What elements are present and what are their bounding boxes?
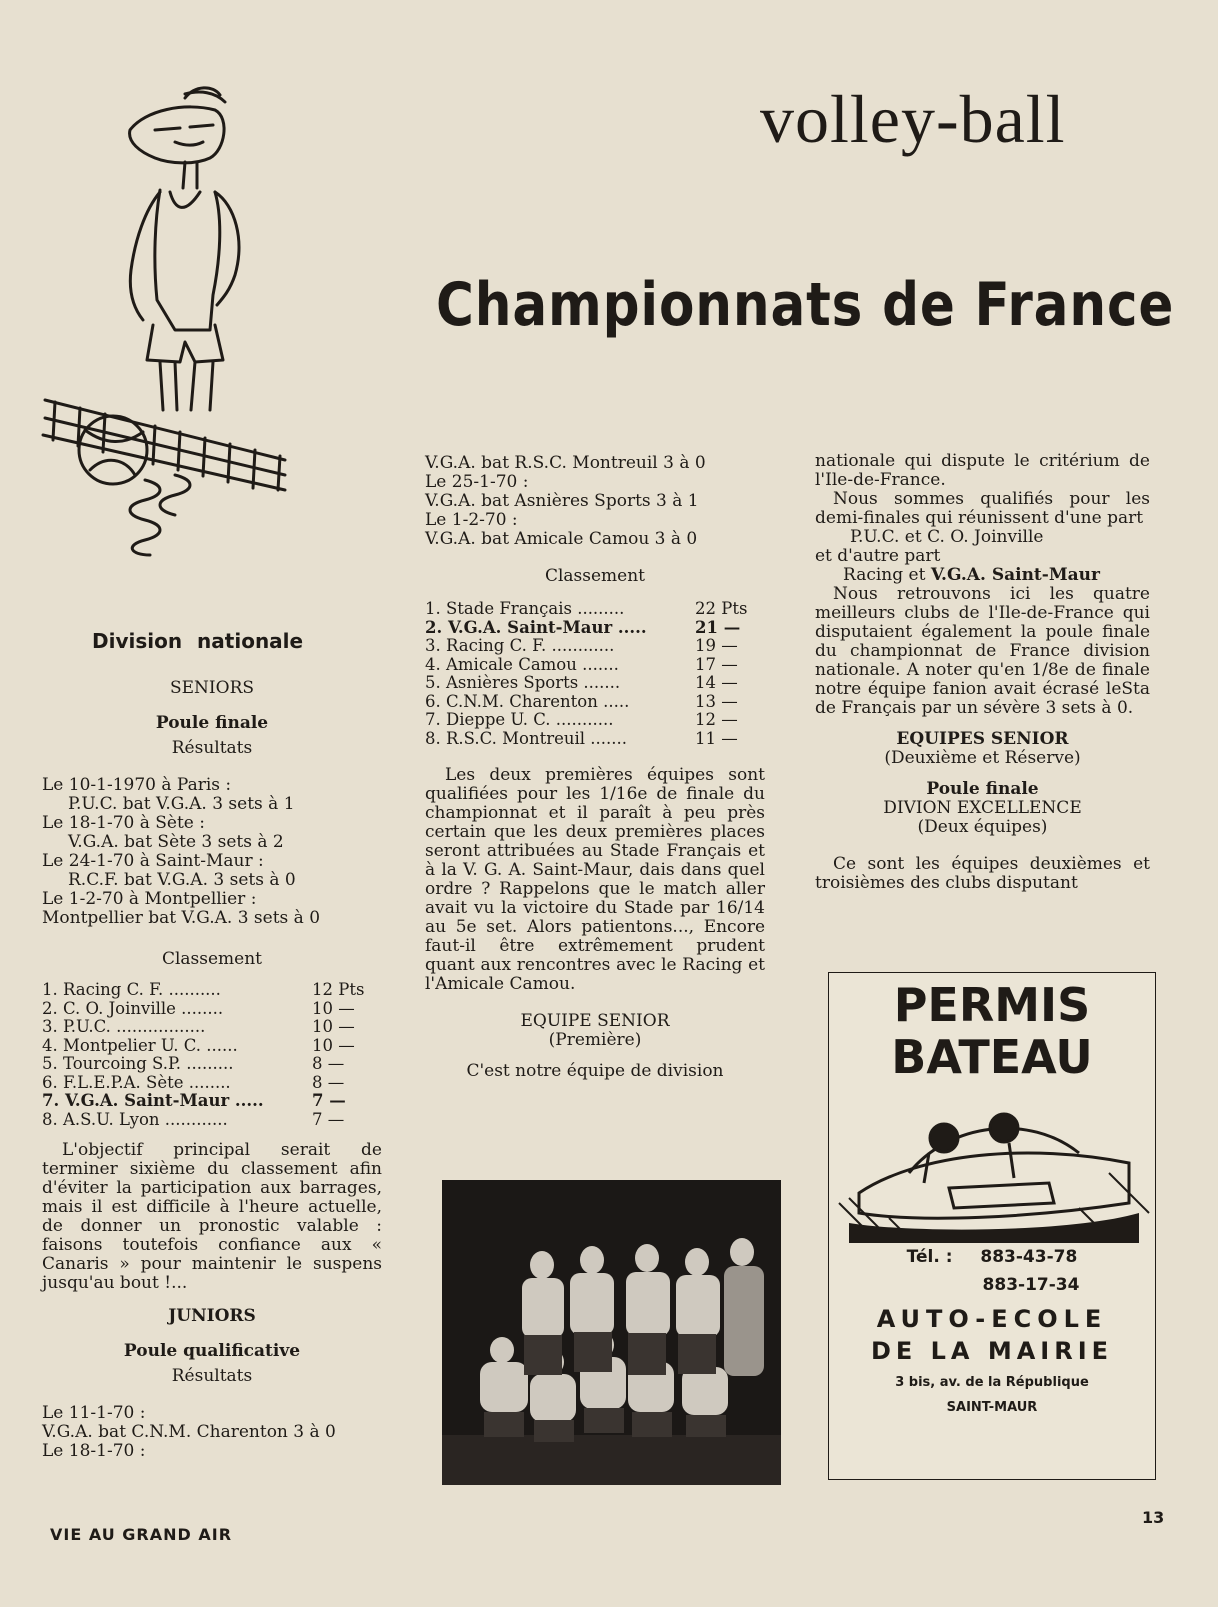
team-name: 8. A.S.U. Lyon ............ [42, 1110, 228, 1129]
classement-heading: Classement [161, 949, 263, 969]
ad-school-2: DE LA MAIRIE [870, 1337, 1114, 1365]
paragraph-2: Nous sommes qualifiés pour les demi-finales qui réunissent d'une part [815, 489, 1150, 528]
volleyball-player-illustration [35, 80, 295, 570]
result-line: V.G.A. bat Sète 3 sets à 2 [68, 832, 284, 852]
team-points: 10 — [312, 998, 355, 1018]
deux-equipes-label: (Deux équipes) [917, 817, 1048, 837]
team-name: 5. Tourcoing S.P. ......... [42, 1055, 234, 1073]
ranking-row [425, 711, 765, 730]
team-points: 22 Pts [695, 599, 748, 618]
team-name: 8. R.S.C. Montreuil ....... [425, 729, 628, 748]
ranking-row [42, 981, 382, 1000]
paragraph-3: Nous retrouvons ici les quatre meilleurs clubs de l'Ile-de-France qui disputaient également la poule finale du championnat de France division nationale. A noter qu'en 1/8e de finale notre équipe fanion avait écrasé leSta de Français par un sévère 3 sets à 0. [815, 584, 1150, 718]
column-3 [815, 452, 1150, 893]
seniors-heading: SENIORS [169, 678, 255, 698]
results-list [425, 454, 765, 549]
result-line: Le 1-2-70 : [425, 510, 518, 530]
ad-tel-2: 883-17-34 [982, 1275, 1080, 1295]
result-line: P.U.C. bat V.G.A. 3 sets à 1 [68, 794, 295, 814]
result-line: Le 18-1-70 à Sète : [42, 813, 205, 833]
resultats-heading-2: Résultats [171, 1366, 253, 1386]
team-name: 4. Montpelier U. C. ...... [42, 1036, 238, 1055]
ranking-row [425, 619, 765, 638]
division-label: DIVION EXCELLENCE [883, 798, 1082, 818]
ad-school-1: AUTO-ECOLE [876, 1305, 1108, 1333]
result-line: V.G.A. bat Asnières Sports 3 à 1 [425, 491, 699, 511]
ad-title-line-1: PERMIS [893, 978, 1091, 1032]
ad-tel-1: 883-43-78 [980, 1247, 1078, 1267]
poule-finale-heading: Poule finale [926, 779, 1039, 799]
ranking-row [425, 656, 765, 675]
ranking-row [42, 1037, 382, 1056]
team-points: 12 Pts [312, 980, 365, 999]
team-name: 7. Dieppe U. C. ........... [425, 711, 614, 729]
team-points: 8 — [312, 1072, 345, 1092]
ranking-row [425, 674, 765, 693]
page-title: Championnats de France [436, 270, 1175, 340]
poule-qualificative-heading: Poule qualificative [123, 1341, 301, 1361]
paragraph-1: nationale qui dispute le critérium de l'Ile-de-France. [815, 451, 1150, 490]
result-line: Le 11-1-70 : [42, 1403, 146, 1423]
column-2 [425, 454, 765, 1081]
ranking-row [425, 600, 765, 619]
result-line: V.G.A. bat Amicale Camou 3 à 0 [425, 529, 698, 549]
team-points: 19 — [695, 636, 738, 655]
line-autre: et d'autre part [815, 546, 941, 566]
result-line: V.G.A. bat R.S.C. Montreuil 3 à 0 [425, 453, 706, 473]
paragraph-end: C'est notre équipe de division [466, 1061, 724, 1081]
team-name: 6. F.L.E.P.A. Sète ........ [42, 1073, 231, 1092]
team-points: 10 — [312, 1035, 355, 1055]
ranking-row [42, 1018, 382, 1037]
racing-label: Racing et [843, 565, 931, 585]
team-points: 10 — [312, 1017, 355, 1036]
team-photo-image [442, 1180, 781, 1485]
ranking-row [425, 730, 765, 749]
ad-address: 3 bis, av. de la République [895, 1375, 1089, 1390]
ad-tel-label: Tél. : [906, 1247, 953, 1267]
team-name: 7. V.G.A. Saint-Maur ..... [42, 1092, 264, 1110]
paragraph-4: Ce sont les équipes deuxièmes et troisièmes des clubs disputant [815, 854, 1150, 893]
result-line: Le 24-1-70 à Saint-Maur : [42, 851, 264, 871]
team-name: 3. Racing C. F. ............ [425, 637, 615, 655]
ranking-row [42, 1000, 382, 1019]
section-title: volley-ball [760, 81, 1066, 157]
team-points: 11 — [695, 728, 738, 748]
equipe-senior-heading: EQUIPE SENIOR [520, 1011, 670, 1031]
ranking-table [42, 981, 382, 1129]
line-racing [815, 566, 1150, 585]
team-name: 5. Asnières Sports ....... [425, 674, 621, 692]
team-name: 6. C.N.M. Charenton ..... [425, 692, 630, 711]
result-line: Le 18-1-70 : [42, 1441, 146, 1461]
juniors-heading: JUNIORS [168, 1306, 256, 1326]
results-list-2 [42, 1404, 382, 1461]
page-number: 13 [1142, 1508, 1165, 1527]
ad-city: SAINT-MAUR [946, 1400, 1038, 1415]
line-puc: P.U.C. et C. O. Joinville [850, 527, 1044, 547]
ranking-row [42, 1092, 382, 1111]
team-points: 17 — [695, 654, 738, 674]
magazine-name: VIE AU GRAND AIR [50, 1525, 233, 1544]
team-photo [442, 1180, 781, 1485]
team-points: 13 — [695, 691, 738, 711]
ad-title-line-2: BATEAU [891, 1030, 1093, 1084]
result-line: Le 25-1-70 : [425, 472, 529, 492]
team-name: 4. Amicale Camou ....... [425, 655, 619, 674]
division-heading: Division nationale [92, 629, 304, 653]
speedboat-illustration [829, 1083, 1155, 1243]
equipes-senior-heading: EQUIPES SENIOR [896, 729, 1069, 749]
deuxieme-label: (Deuxième et Réserve) [884, 748, 1081, 768]
team-points: 14 — [695, 673, 738, 692]
result-line: V.G.A. bat C.N.M. Charenton 3 à 0 [42, 1422, 336, 1442]
team-name: 1. Stade Français ......... [425, 600, 625, 618]
team-name: 2. V.G.A. Saint-Maur ..... [425, 618, 647, 637]
ranking-row [42, 1055, 382, 1074]
team-points: 12 — [695, 710, 738, 729]
vga-label: V.G.A. Saint-Maur [930, 565, 1100, 585]
result-line: R.C.F. bat V.G.A. 3 sets à 0 [68, 870, 296, 890]
resultats-heading: Résultats [171, 738, 253, 758]
team-points: 21 — [695, 617, 741, 637]
team-name: 2. C. O. Joinville ........ [42, 999, 224, 1018]
result-line: Le 1-2-70 à Montpellier : [42, 889, 257, 909]
team-points: 8 — [312, 1054, 345, 1073]
ranking-table [425, 600, 765, 748]
results-list [42, 776, 382, 928]
ranking-row [42, 1111, 382, 1130]
advertisement-box [828, 972, 1156, 1480]
team-points: 7 — [312, 1091, 346, 1110]
team-name: 1. Racing C. F. .......... [42, 981, 221, 999]
result-line: Montpellier bat V.G.A. 3 sets à 0 [42, 908, 321, 928]
ad-phone-1 [829, 1247, 1155, 1267]
classement-heading: Classement [544, 566, 646, 586]
ranking-row [42, 1074, 382, 1093]
paragraph: L'objectif principal serait de terminer sixième du classement afin d'éviter la participation aux barrages, mais il est difficile à l'heure actuelle, de donner un pronostic valable : faisons toutefois confiance aux « Canaris » pour maintenir le suspens jusqu'au bout !... [42, 1140, 382, 1293]
team-name: 3. P.U.C. ................. [42, 1018, 206, 1036]
column-1 [42, 629, 382, 1461]
team-points: 7 — [312, 1109, 345, 1129]
ranking-row [425, 693, 765, 712]
ranking-row [425, 637, 765, 656]
paragraph: Les deux premières équipes sont qualifiées pour les 1/16e de finale du championnat et il paraît à peu près certain que les deux premières places seront attribuées au Stade Français et à la V. G. A. Saint-Maur, dais dans quel ordre ? Rappelons que le match aller avait vu la victoire du Stade par 16/14 au 5e set. Alors patientons..., Encore faut-il être extrêmement prudent quant aux rencontres avec le Racing et l'Amicale Camou. [425, 765, 765, 994]
poule-finale-heading: Poule finale [155, 713, 269, 733]
result-line: Le 10-1-1970 à Paris : [42, 775, 232, 795]
premiere-label: (Première) [548, 1030, 642, 1050]
